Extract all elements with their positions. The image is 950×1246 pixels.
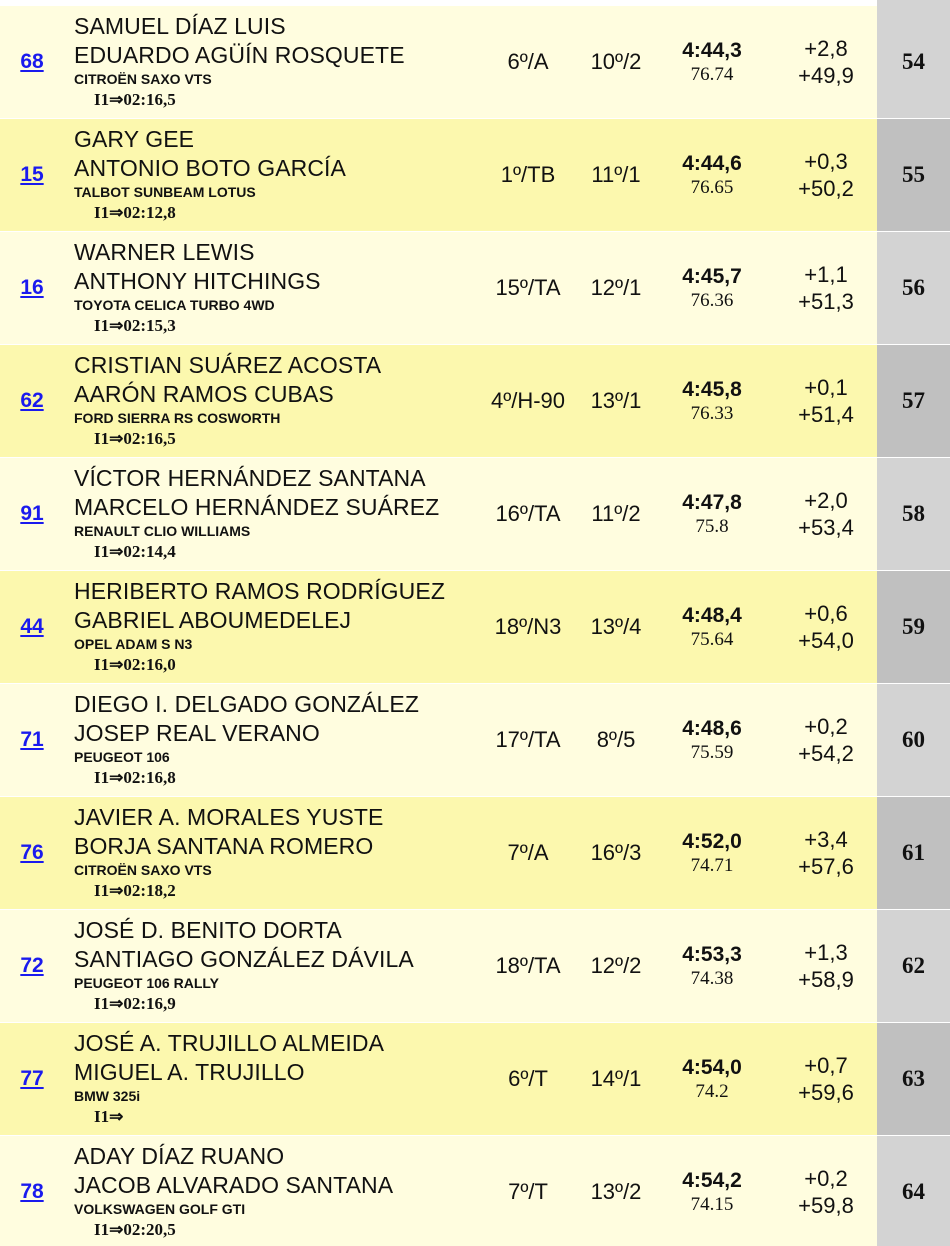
dorsal-cell (0, 571, 64, 683)
result-row (0, 571, 950, 684)
driver-name: DIEGO I. DELGADO GONZÁLEZ (74, 691, 420, 717)
split-time: I1⇒ (94, 1107, 124, 1126)
car-model: TALBOT SUNBEAM LOTUS (74, 184, 256, 200)
stage-time: 4:45,8 (682, 378, 742, 401)
diff-previous: +0,1 (804, 375, 848, 400)
split-time: I1⇒02:16,9 (94, 994, 176, 1013)
diff-leader: +59,6 (798, 1080, 854, 1105)
difference-cell (770, 6, 882, 118)
overall-position: 61 (877, 797, 950, 909)
diff-previous: +3,4 (804, 827, 848, 852)
car-model: OPEL ADAM S N3 (74, 636, 193, 652)
codriver-name: SANTIAGO GONZÁLEZ DÁVILA (74, 946, 414, 972)
split-time: I1⇒02:16,0 (94, 655, 176, 674)
crew-cell (74, 464, 494, 562)
codriver-name: AARÓN RAMOS CUBAS (74, 381, 334, 407)
diff-previous: +1,3 (804, 940, 848, 965)
average-speed: 74.2 (695, 1081, 729, 1102)
overall-column-top (877, 0, 950, 6)
driver-name: CRISTIAN SUÁREZ ACOSTA (74, 352, 382, 378)
codriver-name: MIGUEL A. TRUJILLO (74, 1059, 305, 1085)
time-cell (664, 1023, 760, 1135)
overall-position: 56 (877, 232, 950, 344)
average-speed: 74.71 (690, 855, 734, 876)
dorsal-link[interactable]: 15 (20, 163, 44, 186)
car-model: RENAULT CLIO WILLIAMS (74, 523, 251, 539)
stage-position: 13º/4 (590, 614, 642, 639)
car-model: BMW 325i (74, 1088, 141, 1104)
crew-cell (74, 12, 494, 110)
codriver-name: ANTONIO BOTO GARCÍA (74, 155, 346, 181)
stage-time: 4:48,6 (682, 717, 742, 740)
dorsal-cell (0, 6, 64, 118)
stage-position: 13º/1 (590, 388, 642, 413)
codriver-name: MARCELO HERNÁNDEZ SUÁREZ (74, 494, 440, 520)
class-position: 17º/TA (495, 727, 561, 752)
overall-position: 55 (877, 119, 950, 231)
difference-cell (770, 345, 882, 457)
time-cell (664, 1136, 760, 1246)
crew-cell (74, 803, 494, 901)
dorsal-link[interactable]: 78 (20, 1180, 44, 1203)
dorsal-cell (0, 232, 64, 344)
driver-name: JOSÉ D. BENITO DORTA (74, 917, 342, 943)
dorsal-link[interactable]: 76 (20, 841, 44, 864)
dorsal-link[interactable]: 72 (20, 954, 44, 977)
car-model: FORD SIERRA RS COSWORTH (74, 410, 281, 426)
stage-position: 13º/2 (590, 1179, 642, 1204)
driver-name: ADAY DÍAZ RUANO (74, 1143, 285, 1169)
diff-previous: +0,2 (804, 1166, 848, 1191)
car-model: VOLKSWAGEN GOLF GTI (74, 1201, 246, 1217)
time-cell (664, 119, 760, 231)
dorsal-link[interactable]: 62 (20, 389, 44, 412)
average-speed: 74.38 (690, 968, 734, 989)
driver-name: JAVIER A. MORALES YUSTE (74, 804, 384, 830)
driver-name: SAMUEL DÍAZ LUIS (74, 13, 286, 39)
dorsal-link[interactable]: 16 (20, 276, 44, 299)
difference-cell (770, 571, 882, 683)
result-row (0, 458, 950, 571)
split-time: I1⇒02:18,2 (94, 881, 176, 900)
diff-leader: +57,6 (798, 854, 854, 879)
diff-previous: +2,0 (804, 488, 848, 513)
codriver-name: ANTHONY HITCHINGS (74, 268, 321, 294)
result-row (0, 232, 950, 345)
overall-position: 60 (877, 684, 950, 796)
average-speed: 76.36 (690, 290, 734, 311)
diff-leader: +51,4 (798, 402, 854, 427)
driver-name: VÍCTOR HERNÁNDEZ SANTANA (74, 465, 426, 491)
driver-name: WARNER LEWIS (74, 239, 255, 265)
class-position: 6º/T (508, 1066, 548, 1091)
crew-cell (74, 916, 494, 1014)
stage-position: 12º/2 (590, 953, 642, 978)
car-model: PEUGEOT 106 (74, 749, 170, 765)
crew-cell (74, 577, 494, 675)
time-cell (664, 571, 760, 683)
diff-previous: +0,3 (804, 149, 848, 174)
stage-position: 10º/2 (590, 49, 642, 74)
dorsal-cell (0, 910, 64, 1022)
stage-time: 4:54,0 (682, 1056, 742, 1079)
difference-cell (770, 232, 882, 344)
stage-time: 4:47,8 (682, 491, 742, 514)
time-cell (664, 345, 760, 457)
split-time: I1⇒02:14,4 (94, 542, 176, 561)
average-speed: 75.59 (690, 742, 734, 763)
difference-cell (770, 1023, 882, 1135)
difference-cell (770, 910, 882, 1022)
codriver-name: JOSEP REAL VERANO (74, 720, 320, 746)
average-speed: 75.8 (695, 516, 729, 537)
stage-time: 4:52,0 (682, 830, 742, 853)
diff-leader: +50,2 (798, 176, 854, 201)
codriver-name: EDUARDO AGÜÍN ROSQUETE (74, 42, 405, 68)
stage-time: 4:45,7 (682, 265, 742, 288)
time-cell (664, 910, 760, 1022)
class-position: 1º/TB (500, 162, 556, 187)
diff-leader: +54,2 (798, 741, 854, 766)
codriver-name: JACOB ALVARADO SANTANA (74, 1172, 394, 1198)
difference-cell (770, 458, 882, 570)
crew-cell (74, 1142, 494, 1240)
time-cell (664, 6, 760, 118)
average-speed: 74.15 (690, 1194, 734, 1215)
dorsal-link[interactable]: 91 (20, 502, 44, 525)
average-speed: 76.65 (690, 177, 734, 198)
result-row (0, 684, 950, 797)
overall-position: 58 (877, 458, 950, 570)
class-position: 6º/A (507, 49, 549, 74)
diff-leader: +58,9 (798, 967, 854, 992)
diff-leader: +51,3 (798, 289, 854, 314)
diff-previous: +0,2 (804, 714, 848, 739)
dorsal-cell (0, 345, 64, 457)
stage-time: 4:44,6 (682, 152, 742, 175)
dorsal-link[interactable]: 44 (20, 615, 44, 638)
result-row (0, 119, 950, 232)
class-position: 7º/T (508, 1179, 548, 1204)
result-row (0, 6, 950, 119)
split-time: I1⇒02:15,3 (94, 316, 176, 335)
dorsal-cell (0, 458, 64, 570)
car-model: CITROËN SAXO VTS (74, 862, 212, 878)
time-cell (664, 232, 760, 344)
crew-cell (74, 690, 494, 788)
stage-position: 12º/1 (590, 275, 642, 300)
difference-cell (770, 119, 882, 231)
result-row (0, 345, 950, 458)
codriver-name: BORJA SANTANA ROMERO (74, 833, 374, 859)
driver-name: GARY GEE (74, 126, 195, 152)
diff-previous: +0,6 (804, 601, 848, 626)
stage-time: 4:44,3 (682, 39, 742, 62)
dorsal-link[interactable]: 68 (20, 50, 44, 73)
stage-position: 11º/1 (591, 162, 641, 187)
class-position: 15º/TA (495, 275, 561, 300)
dorsal-cell (0, 797, 64, 909)
stage-time: 4:48,4 (682, 604, 742, 627)
split-time: I1⇒02:16,5 (94, 429, 176, 448)
difference-cell (770, 1136, 882, 1246)
overall-position: 62 (877, 910, 950, 1022)
stage-position: 16º/3 (590, 840, 642, 865)
time-cell (664, 684, 760, 796)
stage-position: 8º/5 (596, 727, 636, 752)
class-position: 16º/TA (495, 501, 561, 526)
diff-leader: +49,9 (798, 63, 854, 88)
crew-cell (74, 1029, 494, 1127)
dorsal-cell (0, 119, 64, 231)
crew-cell (74, 125, 494, 223)
split-time: I1⇒02:20,5 (94, 1220, 176, 1239)
time-cell (664, 797, 760, 909)
dorsal-cell (0, 684, 64, 796)
split-time: I1⇒02:16,8 (94, 768, 176, 787)
stage-position: 14º/1 (590, 1066, 642, 1091)
car-model: CITROËN SAXO VTS (74, 71, 212, 87)
stage-time: 4:54,2 (682, 1169, 742, 1192)
diff-previous: +2,8 (804, 36, 848, 61)
overall-position: 59 (877, 571, 950, 683)
car-model: PEUGEOT 106 RALLY (74, 975, 219, 991)
stage-time: 4:53,3 (682, 943, 742, 966)
diff-leader: +59,8 (798, 1193, 854, 1218)
average-speed: 76.33 (690, 403, 734, 424)
difference-cell (770, 684, 882, 796)
overall-position: 64 (877, 1136, 950, 1246)
stage-position: 11º/2 (591, 501, 641, 526)
difference-cell (770, 797, 882, 909)
result-row (0, 910, 950, 1023)
driver-name: JOSÉ A. TRUJILLO ALMEIDA (74, 1030, 385, 1056)
overall-position: 54 (877, 6, 950, 118)
dorsal-link[interactable]: 77 (20, 1067, 44, 1090)
crew-cell (74, 351, 494, 449)
class-position: 7º/A (507, 840, 549, 865)
diff-leader: +54,0 (798, 628, 854, 653)
crew-cell (74, 238, 494, 336)
class-position: 18º/TA (495, 953, 561, 978)
class-position: 4º/H-90 (490, 388, 566, 413)
codriver-name: GABRIEL ABOUMEDELEJ (74, 607, 352, 633)
result-row (0, 797, 950, 910)
result-row (0, 1136, 950, 1246)
overall-position: 57 (877, 345, 950, 457)
dorsal-link[interactable]: 71 (20, 728, 44, 751)
driver-name: HERIBERTO RAMOS RODRÍGUEZ (74, 578, 445, 604)
dorsal-cell (0, 1023, 64, 1135)
diff-leader: +53,4 (798, 515, 854, 540)
car-model: TOYOTA CELICA TURBO 4WD (74, 297, 275, 313)
overall-position: 63 (877, 1023, 950, 1135)
average-speed: 76.74 (690, 64, 734, 85)
result-row (0, 1023, 950, 1136)
split-time: I1⇒02:16,5 (94, 90, 176, 109)
diff-previous: +1,1 (804, 262, 848, 287)
split-time: I1⇒02:12,8 (94, 203, 176, 222)
diff-previous: +0,7 (804, 1053, 848, 1078)
average-speed: 75.64 (690, 629, 734, 650)
dorsal-cell (0, 1136, 64, 1246)
class-position: 18º/N3 (494, 614, 562, 639)
time-cell (664, 458, 760, 570)
